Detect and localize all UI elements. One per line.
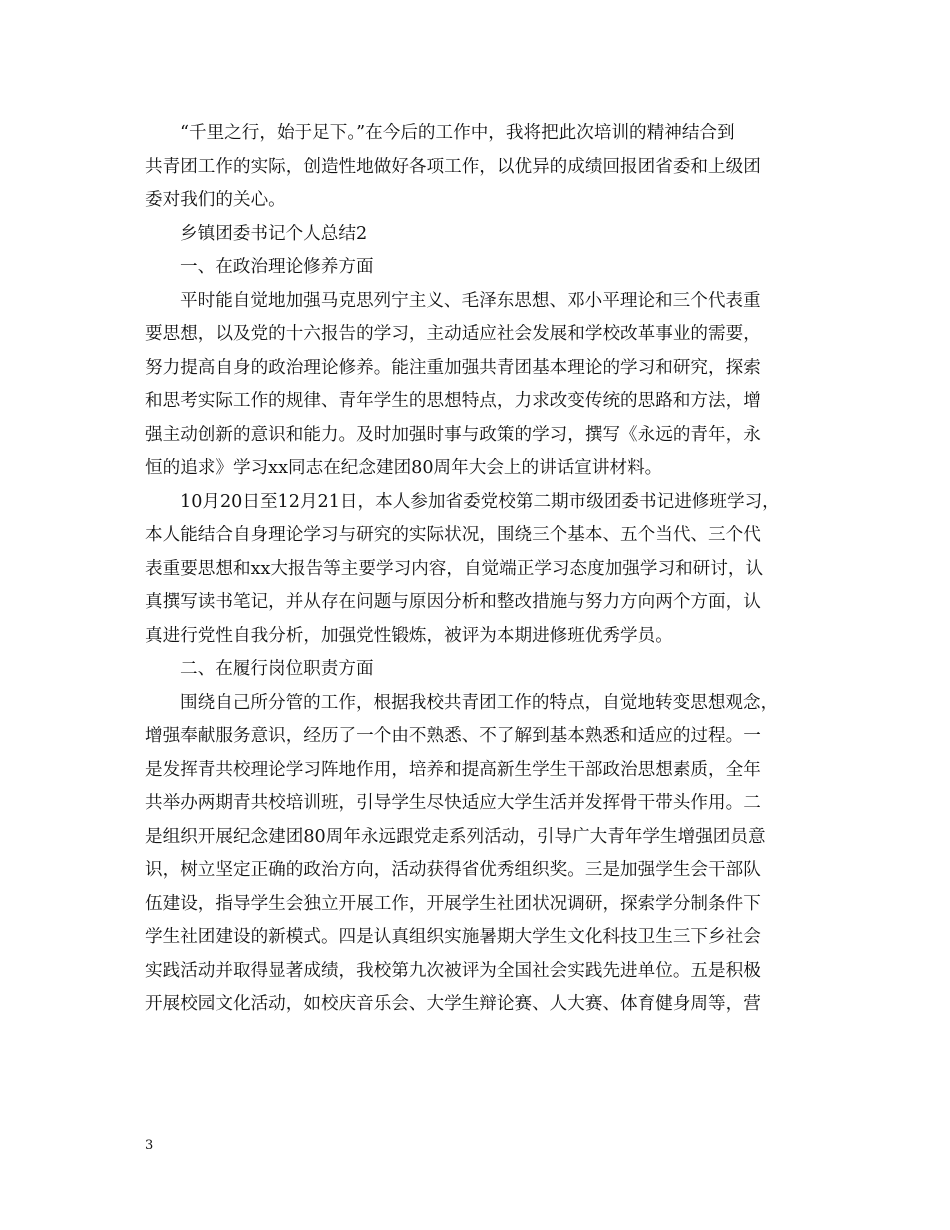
paragraph-line: 恒的追求》学习xx同志在纪念建团80周年大会上的讲话宣讲材料。 bbox=[145, 458, 663, 478]
paragraph-line: 共举办两期青共校培训班，引导学生尽快适应大学生活并发挥骨干带头作用。二 bbox=[145, 793, 761, 813]
paragraph-line: 围绕自己所分管的工作，根据我校共青团工作的特点，自觉地转变思想观念， bbox=[180, 692, 779, 713]
document-body bbox=[145, 117, 815, 1022]
paragraph-line: 是组织开展纪念建团80周年永远跟党走系列活动，引导广大青年学生增强团员意 bbox=[145, 826, 766, 847]
paragraph-line: 增强奉献服务意识，经历了一个由不熟悉、不了解到基本熟悉和适应的过程。一 bbox=[145, 726, 761, 746]
paragraph-line: 伍建设，指导学生会独立开展工作，开展学生社团状况调研，探索学分制条件下 bbox=[145, 893, 761, 914]
paragraph-line: 真撰写读书笔记，并从存在问题与原因分析和整改措施与努力方向两个方面，认 bbox=[145, 592, 761, 612]
paragraph-line: 和思考实际工作的规律、青年学生的思想特点，力求改变传统的思路和方法，增 bbox=[145, 391, 761, 411]
paragraph-line: 表重要思想和xx大报告等主要学习内容，自觉端正学习态度加强学习和研讨，认 bbox=[145, 558, 764, 579]
paragraph-line: 10月20日至12月21日，本人参加省委党校第二期市级团委书记进修班学习， bbox=[180, 491, 780, 512]
page-number: 3 bbox=[145, 1138, 154, 1153]
paragraph-line: 本人能结合自身理论学习与研究的实际状况，围绕三个基本、五个当代、三个代 bbox=[145, 525, 761, 545]
paragraph-line: 开展校园文化活动，如校庆音乐会、大学生辩论赛、人大赛、体育健身周等，营 bbox=[145, 994, 761, 1014]
paragraph-line: 实践活动并取得显著成绩，我校第九次被评为全国社会实践先进单位。五是积极 bbox=[145, 960, 761, 981]
paragraph-line: 识，树立坚定正确的政治方向，活动获得省优秀组织奖。三是加强学生会干部队 bbox=[145, 860, 761, 880]
section-heading: 一、在政治理论修养方面 bbox=[180, 257, 374, 277]
section-heading: 二、在履行岗位职责方面 bbox=[180, 659, 374, 679]
paragraph-line: 真进行党性自我分析，加强党性锻炼，被评为本期进修班优秀学员。 bbox=[145, 625, 673, 646]
paragraph-line: 要思想，以及党的十六报告的学习，主动适应社会发展和学校改革事业的需要， bbox=[145, 324, 761, 344]
section-title: 乡镇团委书记个人总结2 bbox=[180, 223, 368, 244]
paragraph-line: 共青团工作的实际，创造性地做好各项工作，以优异的成绩回报团省委和上级团 bbox=[145, 156, 761, 177]
paragraph-line: 学生社团建设的新模式。四是认真组织实施暑期大学生文化科技卫生三下乡社会 bbox=[145, 927, 761, 947]
paragraph-line: 委对我们的关心。 bbox=[145, 190, 286, 210]
paragraph-line: 平时能自觉地加强马克思列宁主义、毛泽东思想、邓小平理论和三个代表重 bbox=[180, 290, 761, 311]
paragraph-line: 努力提高自身的政治理论修养。能注重加强共青团基本理论的学习和研究，探索 bbox=[145, 357, 761, 378]
paragraph-line: 强主动创新的意识和能力。及时加强时事与政策的学习，撰写《永远的青年，永 bbox=[145, 424, 761, 445]
paragraph-line: 是发挥青共校理论学习阵地作用，培养和提高新生学生干部政治思想素质，全年 bbox=[145, 759, 761, 780]
paragraph-line: “千里之行，始于足下。”在今后的工作中，我将把此次培训的精神结合到 bbox=[180, 123, 735, 143]
